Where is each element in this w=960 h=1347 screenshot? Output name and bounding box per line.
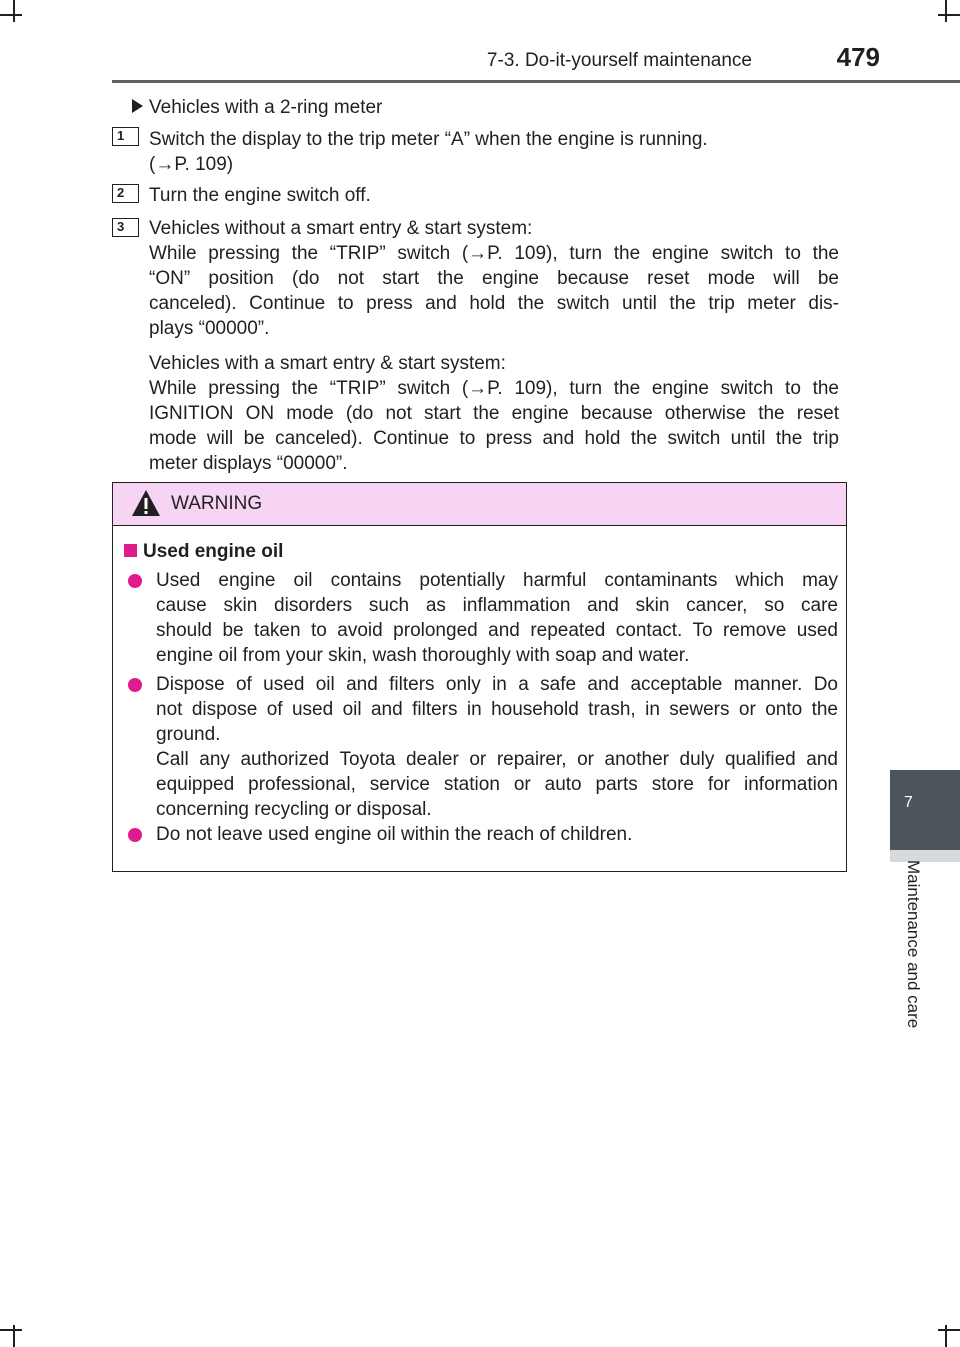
chapter-tab bbox=[890, 770, 960, 850]
bullet-dot-icon bbox=[128, 678, 142, 692]
text-line: should be taken to avoid prolonged and repeated contact. To remove used bbox=[156, 620, 838, 641]
text-line: Switch the display to the trip meter “A” when the engine is running. bbox=[149, 129, 708, 150]
warning-header bbox=[113, 483, 846, 526]
crop-mark bbox=[938, 14, 960, 16]
step-number-box: 3 bbox=[112, 218, 139, 237]
square-bullet-icon bbox=[124, 544, 137, 557]
text-line: Dispose of used oil and filters only in a safe and acceptable manner. Do bbox=[156, 674, 838, 695]
crop-mark bbox=[945, 0, 947, 22]
section-subheading bbox=[132, 95, 382, 120]
warning-bullet-text bbox=[156, 672, 838, 822]
text-line: Turn the engine switch off. bbox=[149, 185, 371, 206]
text-line: While pressing the “TRIP” switch (→P. 109), turn the engine switch to the bbox=[149, 243, 839, 264]
chapter-number: 7 bbox=[904, 794, 913, 811]
text-line: Vehicles with a smart entry & start system: bbox=[149, 353, 506, 374]
text-line: ground. bbox=[156, 724, 221, 745]
text-line: Vehicles without a smart entry & start system: bbox=[149, 218, 533, 239]
text-line: mode will be canceled). Continue to press and hold the switch until the trip bbox=[149, 428, 839, 449]
text-line: IGNITION ON mode (do not start the engine because otherwise the reset bbox=[149, 403, 839, 424]
text-line: meter displays “00000”. bbox=[149, 453, 348, 474]
chapter-title: Maintenance and care bbox=[904, 860, 923, 1029]
text-line: While pressing the “TRIP” switch (→P. 109), turn the engine switch to the bbox=[149, 378, 839, 399]
step-2-text bbox=[149, 183, 839, 208]
step-number-box: 1 bbox=[112, 127, 139, 146]
text-line: Used engine oil contains potentially harmful contaminants which may bbox=[156, 570, 838, 591]
text-line: Call any authorized Toyota dealer or repairer, or another duly qualified and bbox=[156, 749, 838, 770]
bullet-dot-icon bbox=[128, 828, 142, 842]
warning-triangle-icon bbox=[131, 489, 161, 517]
warning-box bbox=[112, 482, 847, 872]
step-number-box: 2 bbox=[112, 184, 139, 203]
text-line: cause skin disorders such as inflammation and skin cancer, so care bbox=[156, 595, 838, 616]
warning-subheading bbox=[124, 541, 283, 563]
page-number: 479 bbox=[836, 42, 880, 72]
text-line: not dispose of used oil and filters in household trash, in sewers or onto the bbox=[156, 699, 838, 720]
text-line: engine oil from your skin, wash thoroughly with soap and water. bbox=[156, 645, 690, 666]
text-line: (→P. 109) bbox=[149, 154, 234, 175]
bullet-dot-icon bbox=[128, 574, 142, 588]
subheading-text: Vehicles with a 2-ring meter bbox=[149, 97, 383, 118]
text-line: Do not leave used engine oil within the reach of children. bbox=[156, 824, 633, 845]
triangle-bullet-icon bbox=[132, 99, 143, 113]
header-rule bbox=[112, 80, 960, 83]
warning-bullet-text bbox=[156, 568, 838, 668]
text-line: canceled). Continue to press and hold the switch until the trip meter dis- bbox=[149, 293, 839, 314]
step-1-text bbox=[149, 127, 839, 177]
text-line: plays “00000”. bbox=[149, 318, 270, 339]
paragraph-gap bbox=[149, 341, 839, 351]
crop-mark bbox=[0, 1329, 22, 1331]
text-line: “ON” position (do not start the engine because reset mode will be bbox=[149, 268, 839, 289]
crop-mark bbox=[13, 0, 15, 22]
text-line: concerning recycling or disposal. bbox=[156, 799, 432, 820]
warning-title: WARNING bbox=[171, 493, 263, 514]
crop-mark bbox=[938, 1329, 960, 1331]
crop-mark bbox=[0, 14, 22, 16]
warning-subheading-text: Used engine oil bbox=[143, 541, 284, 562]
text-line: equipped professional, service station or auto parts store for information bbox=[156, 774, 838, 795]
warning-bullet-text bbox=[156, 822, 838, 847]
step-3-text bbox=[149, 216, 839, 476]
running-header-title: 7-3. Do-it-yourself maintenance bbox=[486, 50, 752, 71]
